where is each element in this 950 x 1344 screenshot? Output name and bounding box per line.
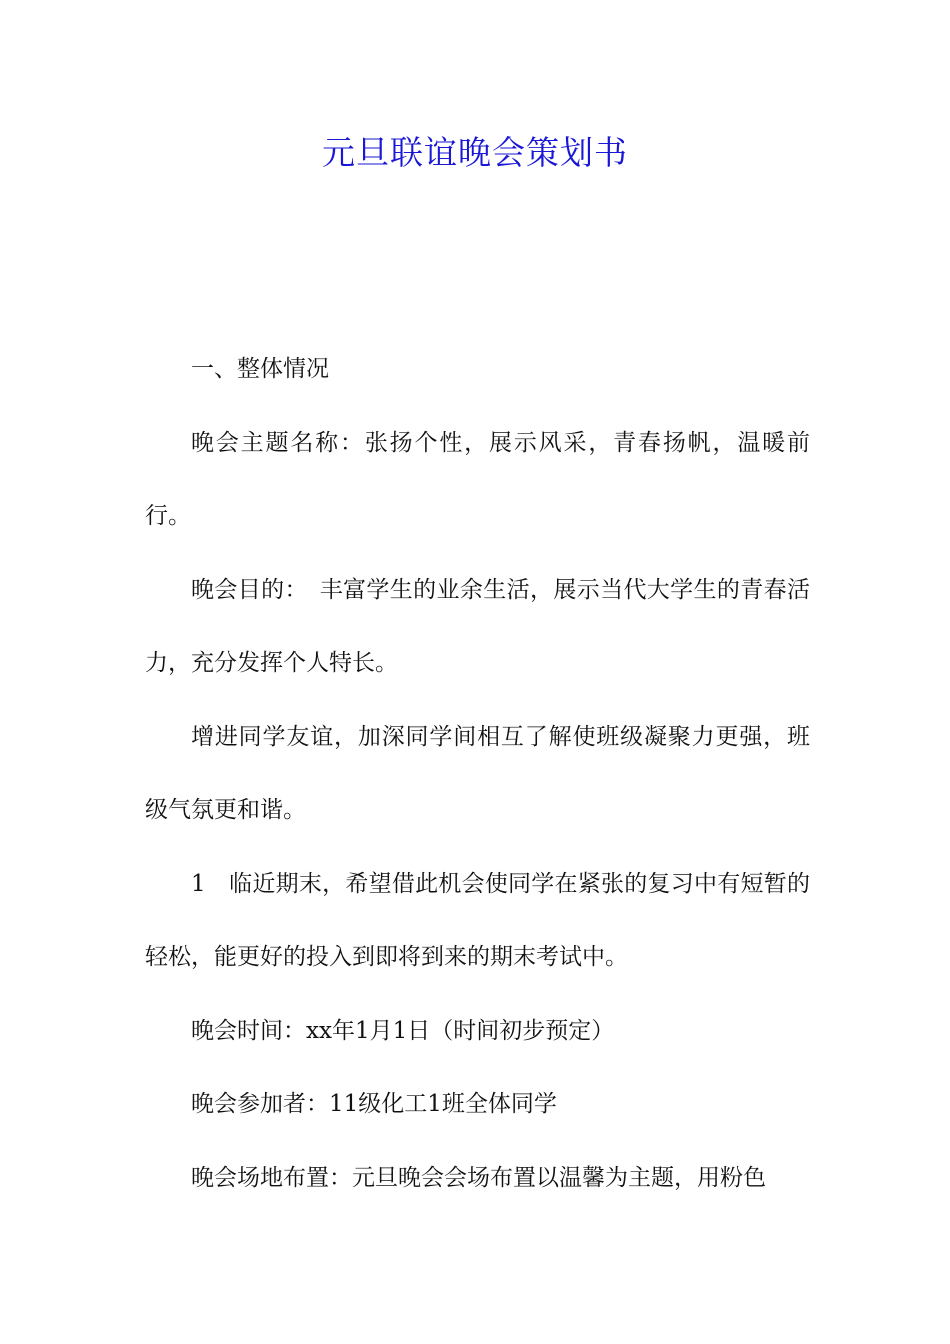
document-body xyxy=(145,333,810,1215)
paragraph-exam: 1 临近期末，希望借此机会使同学在紧张的复习中有短暂的轻松，能更好的投入到即将到来的期末考试中。 xyxy=(145,870,810,970)
paragraph-participants: 晚会参加者：11级化工1班全体同学 xyxy=(191,1091,557,1117)
paragraph-friendship: 增进同学友谊，加深同学间相互了解使班级凝聚力更强，班级气氛更和谐。 xyxy=(145,723,810,823)
section-heading: 一、整体情况 xyxy=(191,356,329,382)
paragraph-venue: 晚会场地布置：元旦晚会会场布置以温馨为主题，用粉色 xyxy=(191,1164,766,1191)
paragraph-purpose: 晚会目的： 丰富学生的业余生活，展示当代大学生的青春活力，充分发挥个人特长。 xyxy=(145,576,810,676)
paragraph-theme: 晚会主题名称：张扬个性，展示风采，青春扬帆，温暖前行。 xyxy=(145,429,810,529)
document-title: 元旦联谊晚会策划书 xyxy=(322,133,628,172)
paragraph-time: 晚会时间：xx年1月1日（时间初步预定） xyxy=(191,1017,615,1044)
